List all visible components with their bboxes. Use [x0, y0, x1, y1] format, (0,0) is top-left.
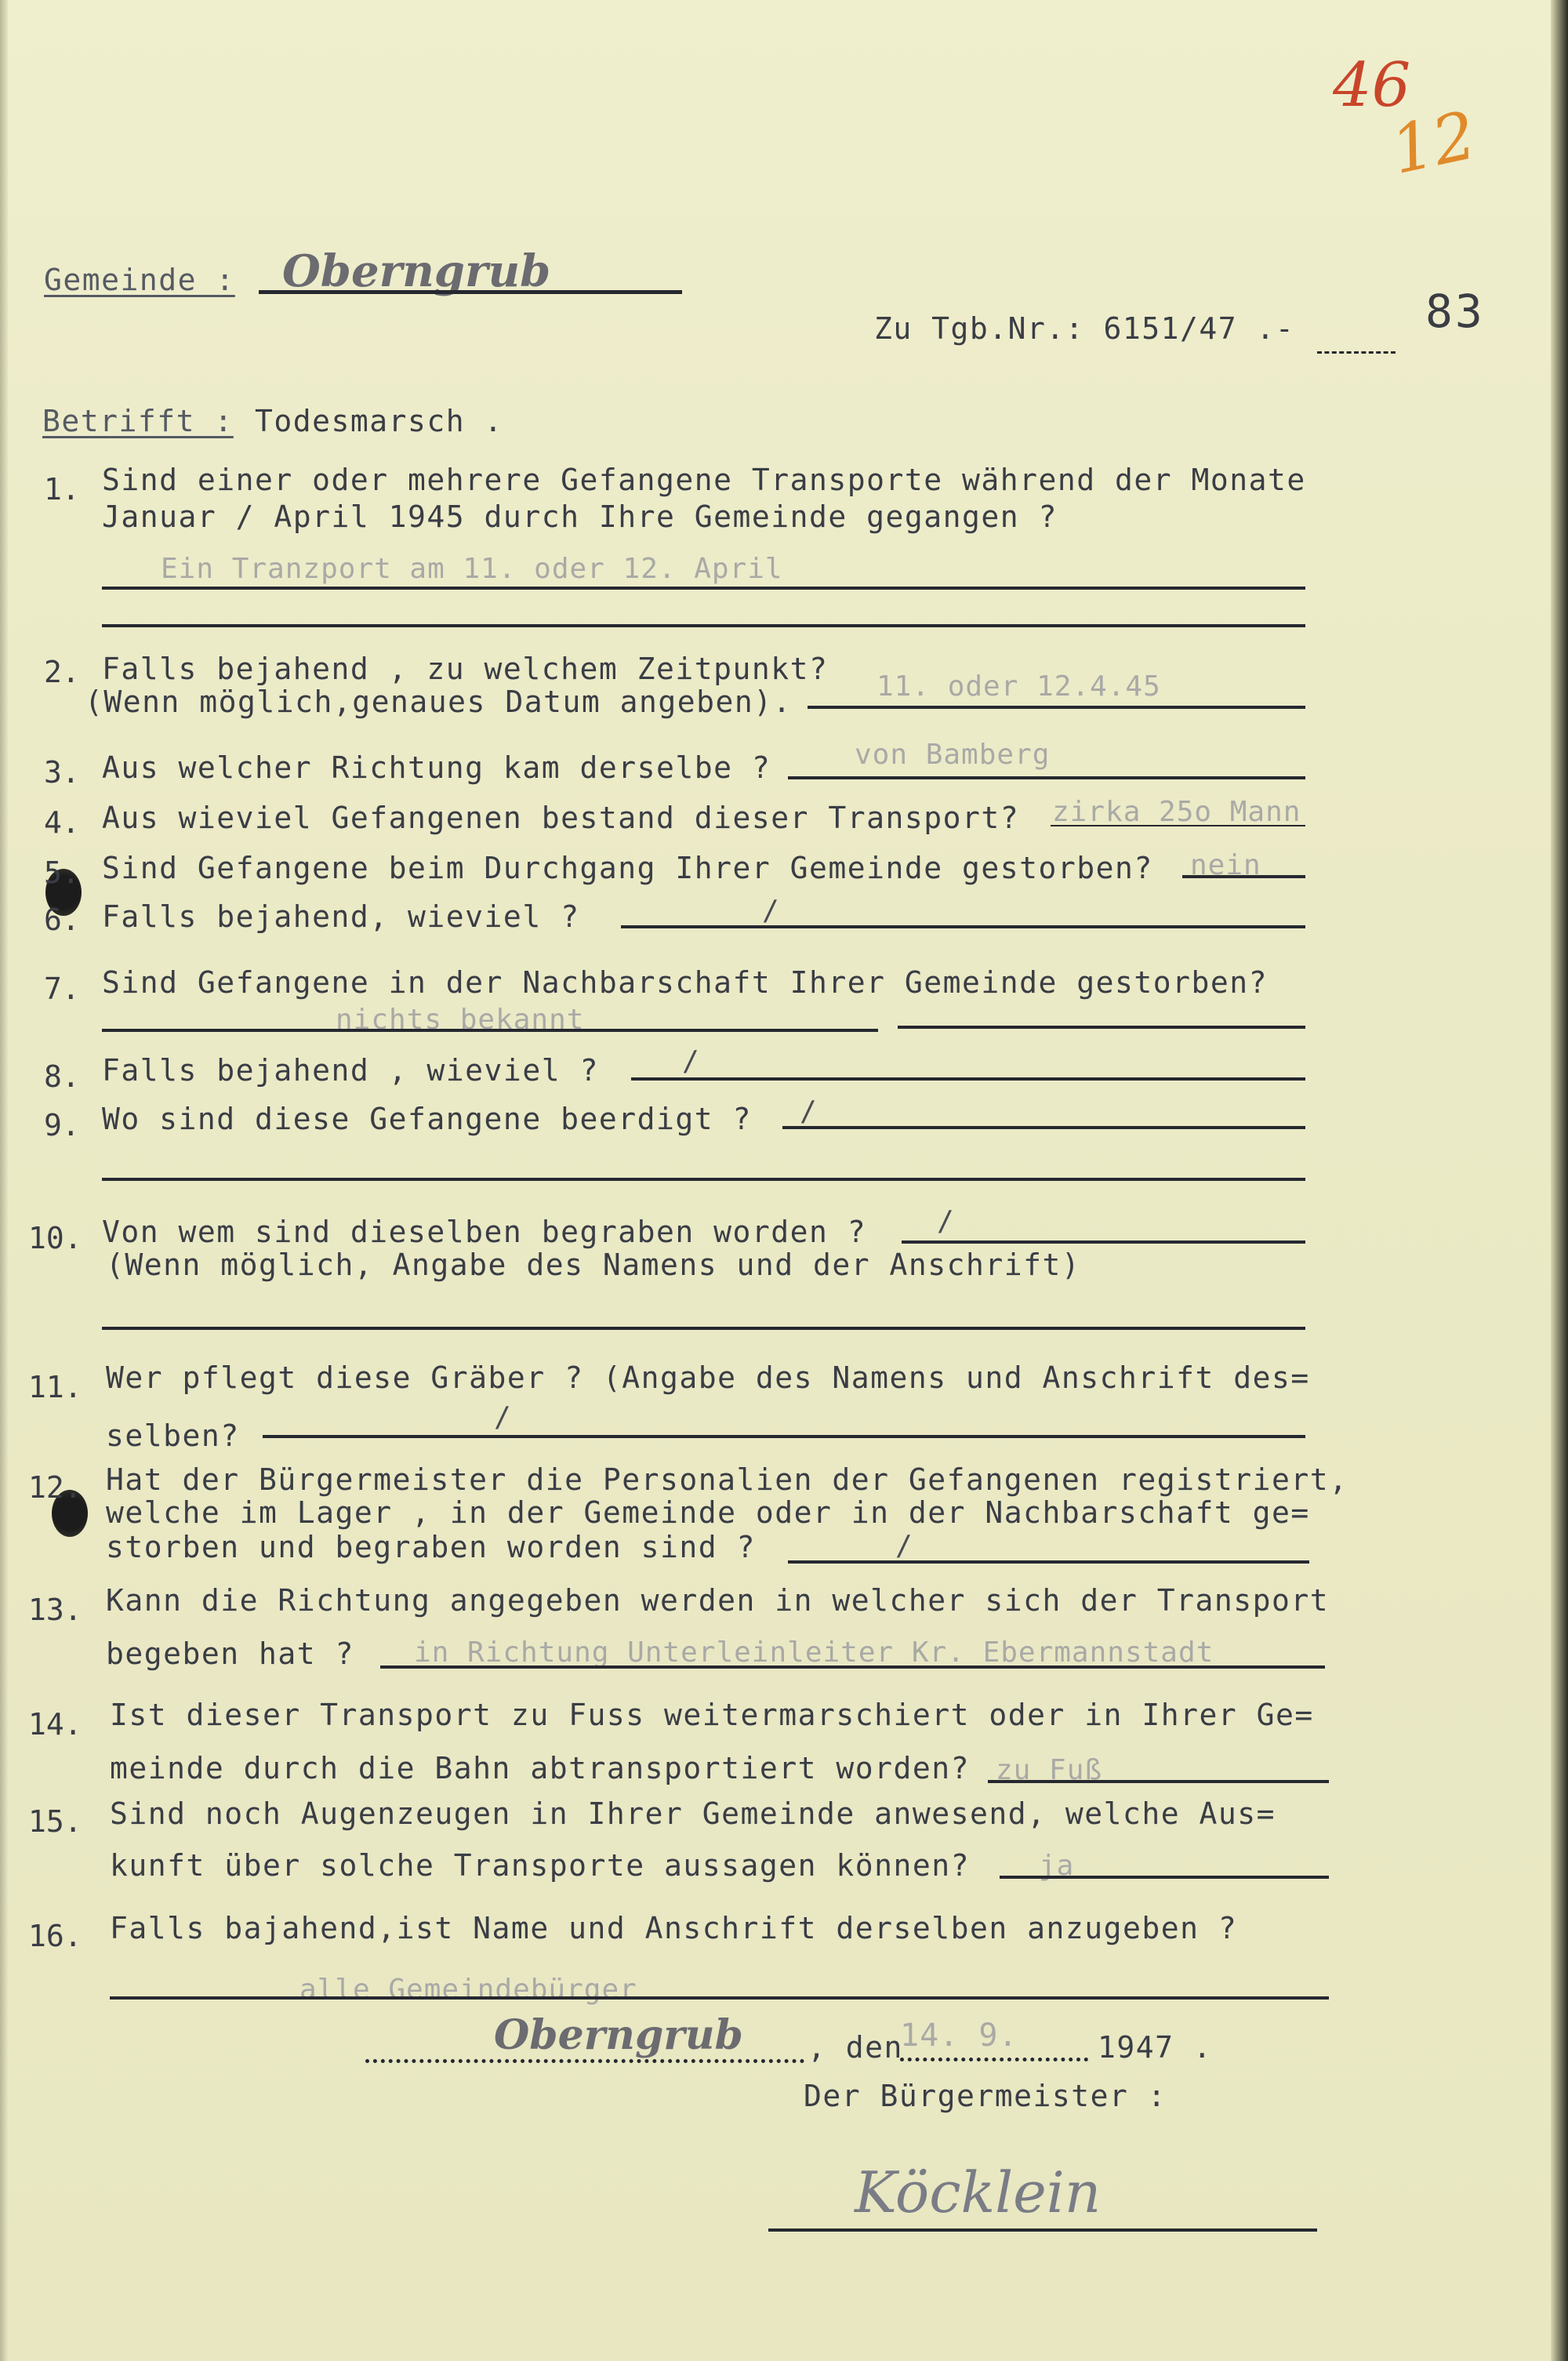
answer-value: /: [762, 895, 780, 927]
place-dotted-line: [365, 2059, 804, 2063]
question-text: Sind Gefangene in der Nachbarschaft Ihrer Gemeinde gestorben?: [102, 965, 1269, 1000]
question-number: 2.: [44, 655, 80, 689]
answer-value: von Bamberg: [855, 739, 1051, 771]
question-number: 14.: [28, 1707, 82, 1742]
question-number: 13.: [28, 1593, 82, 1627]
answer-value: zirka 25o Mann: [1052, 796, 1301, 828]
answer-line: [808, 706, 1305, 709]
page-edge-right: [1551, 0, 1568, 2361]
question-text: meinde durch die Bahn abtransportiert worden?: [110, 1751, 971, 1785]
answer-line: [988, 1780, 1329, 1783]
answer-value: 11. oder 12.4.45: [877, 670, 1161, 703]
question-text: Aus wieviel Gefangenen bestand dieser Transport?: [102, 801, 1020, 835]
answer-value: alle Gemeindebürger: [299, 1974, 637, 2006]
question-number: 6.: [44, 903, 80, 937]
question-number: 9.: [44, 1108, 80, 1142]
question-number: 3.: [44, 755, 80, 790]
gemeinde-underline: [259, 290, 682, 294]
place-stamp: Oberngrub: [494, 2011, 743, 2059]
answer-line: [102, 624, 1305, 627]
answer-line: [102, 1327, 1305, 1330]
question-text: kunft über solche Transporte aussagen können?: [110, 1848, 971, 1883]
answer-line: [898, 1026, 1305, 1029]
question-number: 10.: [28, 1221, 82, 1255]
question-text: Falls bejahend , wieviel ?: [102, 1053, 599, 1088]
question-text: storben und begraben worden sind ?: [106, 1530, 756, 1564]
question-text: Falls bajahend,ist Name und Anschrift derselben anzugeben ?: [110, 1911, 1238, 1945]
question-number: 4.: [44, 805, 80, 840]
question-text: Falls bejahend , zu welchem Zeitpunkt?: [102, 652, 829, 686]
answer-line: [102, 1029, 878, 1032]
question-number: 7.: [44, 972, 80, 1006]
reference-number: Zu Tgb.Nr.: 6151/47 .-: [874, 311, 1295, 346]
question-number: 8.: [44, 1059, 80, 1094]
question-text: Hat der Bürgermeister die Personalien der Gefangenen registriert,: [106, 1462, 1348, 1497]
answer-line: [102, 1178, 1305, 1181]
question-number: 5.: [44, 855, 80, 890]
gemeinde-label: Gemeinde :: [44, 263, 235, 297]
subject-label: Betrifft :: [42, 404, 234, 438]
question-text: (Wenn möglich,genaues Datum angeben).: [85, 685, 792, 719]
date-year: 1947 .: [1098, 2030, 1213, 2065]
answer-value: zu Fuß: [996, 1754, 1103, 1786]
answer-value: /: [494, 1401, 512, 1433]
answer-line: [110, 1996, 1329, 2000]
question-text: Wo sind diese Gefangene beerdigt ?: [102, 1102, 752, 1136]
question-number: 11.: [28, 1370, 82, 1404]
date-dotted-line: [900, 2058, 1088, 2061]
answer-line: [263, 1435, 1305, 1438]
question-text: Von wem sind dieselben begraben worden ?: [102, 1215, 867, 1249]
answer-line: [380, 1665, 1325, 1669]
answer-value: in Richtung Unterleinleiter Kr. Ebermannstadt: [414, 1636, 1214, 1669]
question-text: Wer pflegt diese Gräber ? (Angabe des Namens und Anschrift des=: [106, 1360, 1310, 1395]
date-prefix: , den: [808, 2030, 903, 2065]
answer-line: [1182, 875, 1305, 878]
answer-line: [788, 776, 1305, 779]
page-number: 83: [1425, 285, 1485, 338]
question-text: Sind Gefangene beim Durchgang Ihrer Gemeinde gestorben?: [102, 851, 1153, 885]
answer-line: [1000, 1876, 1329, 1879]
question-text: Falls bejahend, wieviel ?: [102, 899, 580, 934]
signatory-title: Der Bürgermeister :: [804, 2079, 1167, 2113]
signature-line: [768, 2228, 1317, 2232]
question-text: (Wenn möglich, Angabe des Namens und der Anschrift): [106, 1248, 1081, 1282]
answer-value: /: [895, 1530, 913, 1562]
question-text: Sind einer oder mehrere Gefangene Transporte während der Monate: [102, 463, 1306, 497]
question-number: 12.: [28, 1470, 82, 1505]
answer-value: nein: [1190, 849, 1261, 881]
answer-line: [902, 1240, 1305, 1244]
date-day-month: 14. 9.: [900, 2018, 1018, 2054]
question-number: 16.: [28, 1919, 82, 1953]
question-number: 1.: [44, 472, 80, 507]
subject-text: Todesmarsch .: [255, 404, 503, 438]
answer-line: [782, 1126, 1305, 1129]
question-text: Sind noch Augenzeugen in Ihrer Gemeinde anwesend, welche Aus=: [110, 1796, 1276, 1831]
answer-line: [102, 587, 1305, 590]
answer-value: Ein Tranzport am 11. oder 12. April: [161, 553, 783, 585]
gemeinde-value: Oberngrub: [282, 245, 551, 297]
question-text: Kann die Richtung angegeben werden in welcher sich der Transport: [106, 1583, 1330, 1618]
answer-line: [631, 1077, 1305, 1081]
question-text: Aus welcher Richtung kam derselbe ?: [102, 750, 771, 785]
answer-value: /: [682, 1045, 700, 1077]
reference-dash: [1317, 351, 1396, 354]
answer-value: nichts bekannt: [336, 1004, 585, 1036]
question-text: begeben hat ?: [106, 1636, 354, 1671]
answer-value: /: [937, 1205, 955, 1237]
question-text: Januar / April 1945 durch Ihre Gemeinde gegangen ?: [102, 499, 1058, 534]
signature: Köcklein: [855, 2159, 1102, 2225]
answer-line: [1051, 825, 1305, 826]
question-text: Ist dieser Transport zu Fuss weitermarschiert oder in Ihrer Ge=: [110, 1698, 1314, 1732]
answer-value: /: [800, 1095, 818, 1128]
question-number: 15.: [28, 1804, 82, 1839]
page-edge-left: [0, 0, 8, 2361]
archive-number: 46: [1333, 50, 1411, 121]
archive-mark-orange: 12: [1384, 96, 1483, 190]
question-text: welche im Lager , in der Gemeinde oder in der Nachbarschaft ge=: [106, 1495, 1310, 1530]
answer-line: [621, 925, 1305, 928]
question-text: selben?: [106, 1418, 240, 1453]
answer-value: ja: [1039, 1850, 1075, 1882]
answer-line: [788, 1560, 1309, 1564]
